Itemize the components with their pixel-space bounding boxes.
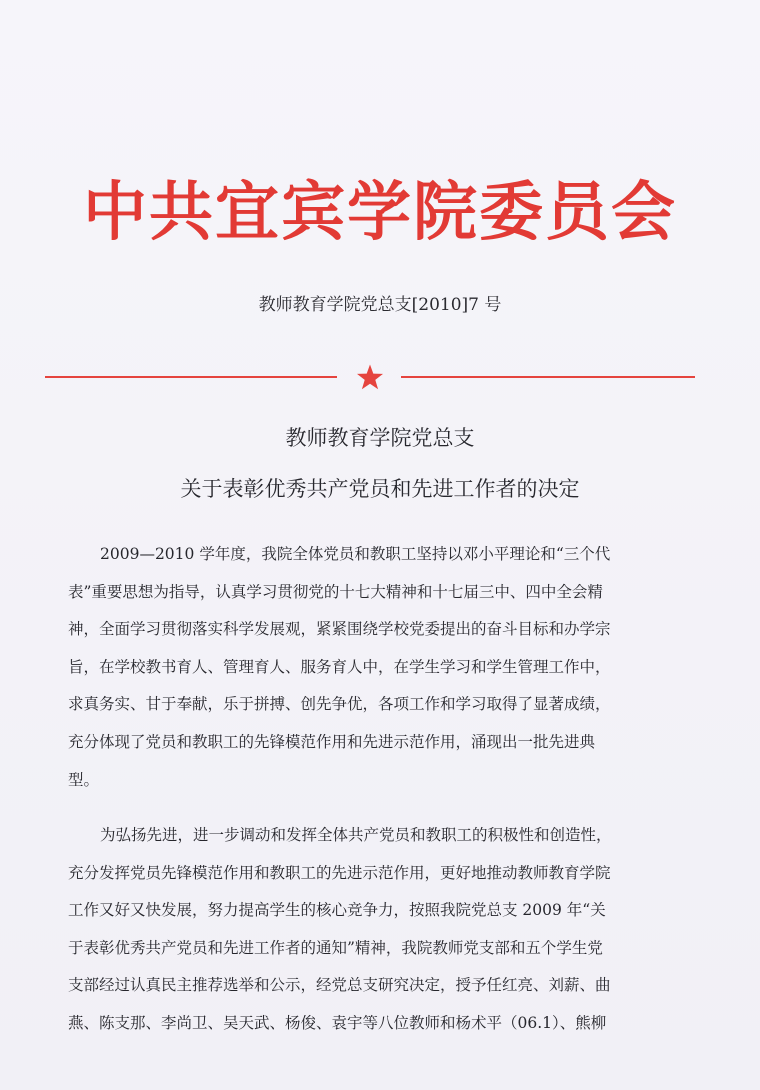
paragraph-line: 表”重要思想为指导，认真学习贯彻党的十七大精神和十七届三中、四中全会精 (68, 582, 603, 601)
document-number: 教师教育学院党总支[2010]7 号 (258, 295, 502, 315)
paragraph-line: 燕、陈支那、李尚卫、吴天武、杨俊、袁宇等八位教师和杨术平（06.1）、熊柳 (68, 1013, 607, 1032)
divider-line-left (45, 376, 337, 378)
divider-line-right (401, 376, 695, 378)
paragraph-line: 旨，在学校教书育人、管理育人、服务育人中，在学生学习和学生管理工作中， (68, 657, 611, 676)
paragraph-line: 于表彰优秀共产党员和先进工作者的通知”精神，我院教师党支部和五个学生党 (68, 938, 603, 957)
paragraph-line: 求真务实、甘于奉献，乐于拼搏、创先争优，各项工作和学习取得了显著成绩， (68, 695, 611, 714)
paragraph-line: 神，全面学习贯彻落实科学发展观，紧紧围绕学校党委提出的奋斗目标和办学宗 (68, 620, 611, 639)
paragraph-line: 支部经过认真民主推荐选举和公示，经党总支研究决定，授予任红亮、刘薪、曲 (68, 976, 611, 995)
paragraph-line: 型。 (68, 770, 100, 789)
paragraph-line: 为弘扬先进，进一步调动和发挥全体共产党员和教职工的积极性和创造性， (100, 826, 612, 844)
paragraph-2 (68, 817, 700, 1043)
red-divider (45, 364, 695, 390)
red-star-icon (356, 364, 384, 390)
paragraph-line: 充分体现了党员和教职工的先锋模范作用和先进示范作用，涌现出一批先进典 (68, 732, 596, 751)
paragraph-line: 工作又好又快发展，努力提高学生的核心竞争力，按照我院党总支 2009 年“关 (68, 901, 606, 920)
paragraph-line: 2009—2010 学年度，我院全体党员和教职工坚持以邓小平理论和“三个代 (100, 545, 611, 563)
paragraph-1 (68, 536, 700, 799)
paragraph-line: 充分发挥党员先锋模范作用和教职工的先进示范作用，更好地推动教师教育学院 (68, 863, 611, 882)
document-heading-line2: 关于表彰优秀共产党员和先进工作者的决定 (180, 477, 580, 501)
document-heading-line1: 教师教育学院党总支 (285, 426, 475, 450)
organization-title: 中共宜宾学院委员会 (83, 175, 677, 250)
